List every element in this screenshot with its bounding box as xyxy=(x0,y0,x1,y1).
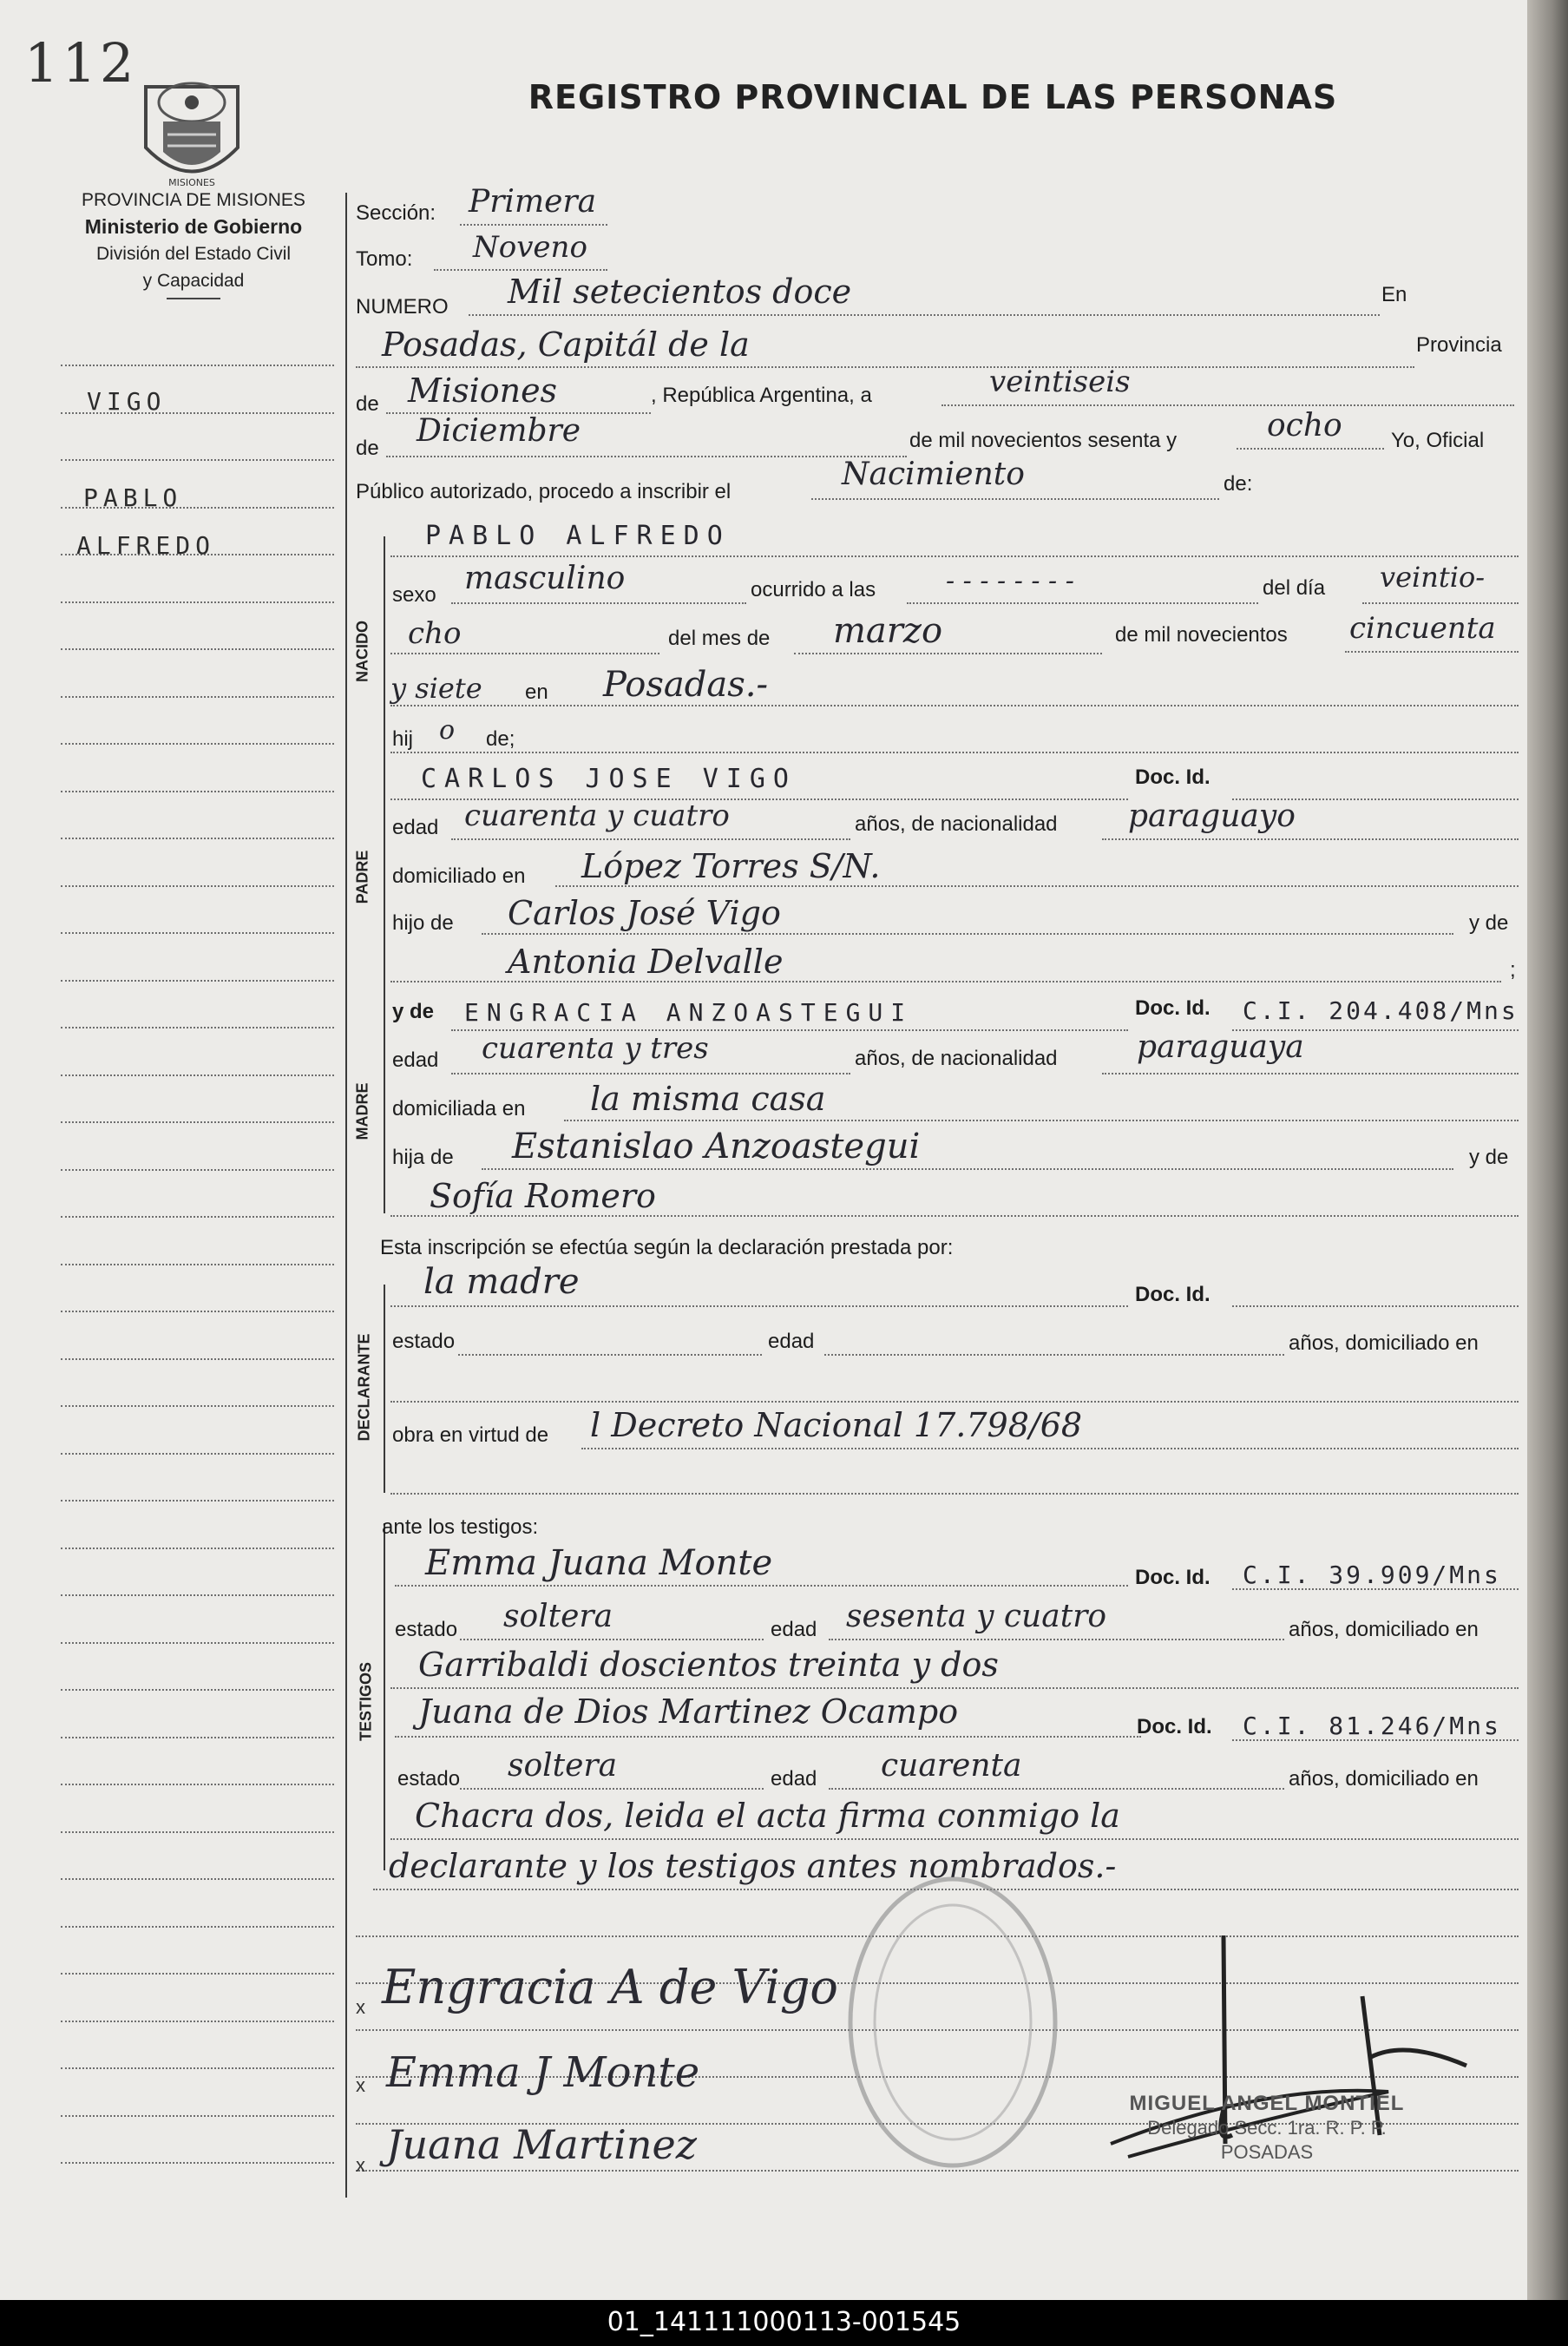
margin-line xyxy=(61,1594,334,1596)
margin-line xyxy=(61,2115,334,2117)
label-semi: ; xyxy=(1510,958,1516,982)
value-madre-padre: Estanislao Anzoastegui xyxy=(512,1127,921,1166)
margin-line xyxy=(61,2021,334,2022)
value-anio: ocho xyxy=(1267,408,1342,444)
label-doc-id-4: Doc. Id. xyxy=(1135,1566,1210,1589)
section-border-2 xyxy=(384,1285,385,1493)
line xyxy=(390,1493,1519,1495)
value-madre-nac: paraguaya xyxy=(1137,1029,1304,1065)
line xyxy=(458,1354,762,1356)
main-left-border xyxy=(345,193,347,2198)
label-estado-2: estado xyxy=(395,1618,458,1641)
signature-mark-1: x xyxy=(356,1996,365,2018)
value-padre-madre: Antonia Delvalle xyxy=(508,943,784,981)
value-testigo2-estado: soltera xyxy=(508,1748,618,1784)
line xyxy=(1102,1073,1519,1074)
margin-line xyxy=(61,932,334,934)
label-de-2: de xyxy=(356,437,379,460)
value-testigo2-dom: Chacra dos, leida el acta firma conmigo la xyxy=(415,1797,1120,1835)
line xyxy=(356,366,1414,368)
label-y-de-start: y de xyxy=(392,1000,435,1023)
line xyxy=(390,981,1501,982)
line xyxy=(581,1448,1519,1449)
label-de-mil: de mil novecientos sesenta y xyxy=(909,429,1178,452)
line xyxy=(390,752,1519,753)
margin-surname: VIGO xyxy=(87,387,167,416)
value-madre-nombre: ENGRACIA ANZOASTEGUI xyxy=(464,998,914,1027)
side-label-madre: MADRE xyxy=(353,1082,371,1140)
label-en: en xyxy=(525,680,548,704)
margin-line xyxy=(61,2067,334,2069)
margin-line xyxy=(61,1264,334,1265)
official-city: POSADAS xyxy=(1220,2141,1314,2163)
margin-name-2: ALFREDO xyxy=(76,531,216,560)
label-anos-dom: años, domiciliado en xyxy=(1289,1331,1479,1355)
line xyxy=(1237,448,1384,450)
value-testigo2: Juana de Dios Martinez Ocampo xyxy=(418,1692,959,1731)
label-doc-id: Doc. Id. xyxy=(1135,766,1210,789)
line xyxy=(1232,1739,1519,1741)
label-publico: Público autorizado, procedo a inscribir el xyxy=(356,480,732,503)
line xyxy=(434,269,607,271)
margin-line xyxy=(61,1216,334,1218)
page-title: REGISTRO PROVINCIAL DE LAS PERSONAS xyxy=(528,78,1338,116)
label-tomo: Tomo: xyxy=(356,247,413,271)
value-dia-nac-1: veintio- xyxy=(1380,561,1486,594)
line xyxy=(1362,602,1519,604)
label-del-dia: del día xyxy=(1263,576,1326,600)
margin-line xyxy=(61,1548,334,1549)
margin-line xyxy=(61,1453,334,1455)
line xyxy=(386,456,907,457)
label-hijo-de: hijo de xyxy=(392,911,454,935)
footer-document-id: 01_141111000113-001545 xyxy=(607,2307,961,2337)
line xyxy=(460,1639,764,1640)
line xyxy=(390,1401,1519,1403)
margin-line xyxy=(61,791,334,792)
value-lugar-nac: Posadas.- xyxy=(603,665,768,705)
label-estado-3: estado xyxy=(397,1767,461,1791)
label-numero: NUMERO xyxy=(356,295,449,319)
line xyxy=(451,1073,850,1074)
label-doc-id-5: Doc. Id. xyxy=(1137,1715,1212,1738)
label-sexo: sexo xyxy=(392,583,436,607)
side-label-nacido: NACIDO xyxy=(353,621,371,682)
value-tomo: Noveno xyxy=(473,230,587,265)
margin-line xyxy=(61,1405,334,1407)
margin-line xyxy=(61,743,334,745)
line xyxy=(555,885,1519,887)
line xyxy=(451,602,746,604)
label-y-de: y de xyxy=(1469,911,1509,935)
margin-line xyxy=(61,1784,334,1785)
label-yo-oficial: Yo, Oficial xyxy=(1391,429,1485,452)
line xyxy=(390,653,659,654)
label-doc-id-2: Doc. Id. xyxy=(1135,996,1210,1020)
line xyxy=(395,1585,1128,1587)
value-testigo1-edad: sesenta y cuatro xyxy=(846,1599,1107,1634)
line xyxy=(469,314,1380,316)
office-divider xyxy=(167,298,220,299)
line xyxy=(390,1215,1519,1217)
label-republica: , República Argentina, a xyxy=(651,384,872,407)
official-block xyxy=(1111,2092,1423,2165)
line xyxy=(390,705,1519,706)
value-padre-edad: cuarenta y cuatro xyxy=(464,798,730,833)
label-del-mes: del mes de xyxy=(668,627,771,650)
margin-line xyxy=(61,1074,334,1076)
margin-line xyxy=(61,459,334,461)
value-hij: o xyxy=(439,715,456,746)
value-testigo1: Emma Juana Monte xyxy=(425,1543,773,1583)
label-edad: edad xyxy=(392,816,439,839)
margin-line xyxy=(61,1737,334,1738)
value-madre-dom: la misma casa xyxy=(590,1080,826,1118)
value-padre-nombre: CARLOS JOSE VIGO xyxy=(421,764,797,794)
book-spine xyxy=(1527,0,1568,2300)
margin-line xyxy=(61,1169,334,1171)
value-testigo2-doc: C.I. 81.246/Mns xyxy=(1243,1712,1501,1740)
margin-line xyxy=(61,885,334,887)
margin-line xyxy=(61,601,334,603)
line xyxy=(907,602,1258,604)
line xyxy=(1232,1588,1519,1590)
signature-mark-2: x xyxy=(356,2074,365,2096)
value-acto: Nacimiento xyxy=(842,457,1025,492)
line xyxy=(460,224,607,226)
label-de-colon: de: xyxy=(1224,472,1253,496)
margin-line xyxy=(61,696,334,698)
label-ocurrido: ocurrido a las xyxy=(751,578,876,601)
section-border-3 xyxy=(384,1523,385,1870)
value-testigo1-estado: soltera xyxy=(503,1599,613,1634)
office-province: PROVINCIA DE MISIONES xyxy=(82,190,305,210)
label-provincia: Provincia xyxy=(1416,333,1502,357)
value-anio-nac-2: y siete xyxy=(390,672,482,705)
value-decreto: l Decreto Nacional 17.798/68 xyxy=(590,1406,1083,1444)
line xyxy=(829,1788,1284,1790)
line xyxy=(824,1354,1284,1356)
line xyxy=(794,653,1102,654)
value-nombre: PABLO ALFREDO xyxy=(425,521,731,551)
value-cierre: declarante y los testigos antes nombrados.- xyxy=(389,1847,1117,1885)
label-anos-nac-2: años, de nacionalidad xyxy=(855,1047,1058,1070)
label-y-de-2: y de xyxy=(1469,1146,1509,1169)
value-padre-dom: López Torres S/N. xyxy=(581,847,881,885)
value-testigo1-doc: C.I. 39.909/Mns xyxy=(1243,1561,1501,1589)
label-domiciliada-en: domiciliada en xyxy=(392,1097,526,1120)
line xyxy=(395,1736,1141,1738)
official-name: MIGUEL ANGEL MONTIEL xyxy=(1129,2092,1405,2115)
signature-testigo-2: Juana Martinez xyxy=(386,2121,697,2168)
section-border-1 xyxy=(384,536,385,1213)
line xyxy=(460,1788,764,1790)
line xyxy=(1345,651,1519,653)
official-stamp-icon xyxy=(831,1831,1066,2178)
value-dia: veintiseis xyxy=(989,365,1131,399)
value-mes-nac: marzo xyxy=(833,611,943,651)
value-lugar: Posadas, Capitál de la xyxy=(382,325,750,364)
margin-line xyxy=(61,1689,334,1691)
value-numero: Mil setecientos doce xyxy=(508,273,852,311)
signature-declarante: Engracia A de Vigo xyxy=(382,1960,838,2014)
label-domiciliado-en: domiciliado en xyxy=(392,864,526,888)
margin-line xyxy=(61,1926,334,1928)
label-hija-de: hija de xyxy=(392,1146,454,1169)
label-de: de xyxy=(356,392,379,416)
label-edad-5: edad xyxy=(771,1767,817,1791)
label-edad-3: edad xyxy=(768,1330,815,1353)
signature-testigo-1: Emma J Monte xyxy=(386,2048,700,2097)
margin-line xyxy=(61,648,334,650)
label-de-mil-2: de mil novecientos xyxy=(1115,623,1288,647)
side-label-padre: PADRE xyxy=(353,850,371,904)
side-label-declarante: DECLARANTE xyxy=(355,1333,373,1442)
label-hij: hij xyxy=(392,727,414,751)
office-ministry: Ministerio de Gobierno xyxy=(84,215,303,238)
label-en: En xyxy=(1381,283,1407,306)
margin-line xyxy=(61,1831,334,1833)
line xyxy=(390,555,1519,557)
label-seccion: Sección: xyxy=(356,201,436,225)
label-anos-nac: años, de nacionalidad xyxy=(855,812,1058,836)
label-edad-2: edad xyxy=(392,1048,439,1072)
value-seccion: Primera xyxy=(469,184,597,220)
value-testigo1-dom: Garribaldi doscientos treinta y dos xyxy=(418,1646,999,1684)
margin-line xyxy=(61,365,334,366)
line xyxy=(1232,1305,1519,1307)
line xyxy=(829,1639,1284,1640)
label-obra: obra en virtud de xyxy=(392,1423,549,1447)
province-seal-icon xyxy=(137,69,246,195)
margin-line xyxy=(61,1027,334,1028)
signature-mark-3: x xyxy=(356,2154,365,2176)
line xyxy=(811,498,1219,500)
label-de-semi: de; xyxy=(486,727,515,751)
value-madre-madre: Sofía Romero xyxy=(430,1177,656,1215)
office-capacity: y Capacidad xyxy=(142,271,245,291)
margin-line xyxy=(61,1642,334,1644)
margin-line xyxy=(61,1500,334,1502)
value-dia-nac-2: cho xyxy=(408,616,462,651)
value-testigo2-edad: cuarenta xyxy=(881,1748,1022,1784)
line xyxy=(482,1168,1453,1170)
margin-line xyxy=(61,1358,334,1360)
line xyxy=(564,1120,1519,1121)
label-ante: ante los testigos: xyxy=(382,1515,539,1539)
margin-name-1: PABLO xyxy=(83,483,183,512)
margin-line xyxy=(61,1878,334,1880)
label-edad-4: edad xyxy=(771,1618,817,1641)
seal-text: MISIONES xyxy=(168,177,215,188)
margin-line xyxy=(61,1311,334,1312)
line xyxy=(1102,838,1519,840)
value-madre-edad: cuarenta y tres xyxy=(482,1031,709,1066)
label-anos-dom-3: años, domiciliado en xyxy=(1289,1767,1479,1791)
line xyxy=(482,933,1453,935)
value-mes: Diciembre xyxy=(417,413,581,449)
issuing-office xyxy=(42,187,345,299)
side-label-testigos: TESTIGOS xyxy=(357,1662,375,1742)
value-hora: - - - - - - - - xyxy=(946,566,1074,596)
value-sexo: masculino xyxy=(464,561,626,596)
line xyxy=(941,404,1514,406)
label-declaracion: Esta inscripción se efectúa según la declaración prestada por: xyxy=(380,1236,954,1259)
line xyxy=(390,1305,1128,1307)
line xyxy=(390,1687,1519,1689)
official-role: Delegado Secc. 1ra. R. P. P. xyxy=(1147,2117,1387,2139)
label-doc-id-3: Doc. Id. xyxy=(1135,1283,1210,1306)
margin-line xyxy=(61,838,334,839)
label-estado: estado xyxy=(392,1330,456,1353)
value-padre-padre: Carlos José Vigo xyxy=(508,894,781,932)
line xyxy=(451,838,850,840)
value-anio-nac-1: cincuenta xyxy=(1349,611,1496,646)
value-madre-doc: C.I. 204.408/Mns xyxy=(1243,996,1519,1025)
page-number: 112 xyxy=(24,31,138,95)
margin-line xyxy=(61,2162,334,2164)
value-provincia: Misiones xyxy=(408,371,558,410)
value-padre-nac: paraguayo xyxy=(1128,798,1296,834)
value-declarante: la madre xyxy=(423,1262,580,1302)
office-division: División del Estado Civil xyxy=(95,244,292,264)
margin-line xyxy=(61,1121,334,1123)
margin-line xyxy=(61,980,334,982)
margin-line xyxy=(61,1973,334,1975)
label-anos-dom-2: años, domiciliado en xyxy=(1289,1618,1479,1641)
